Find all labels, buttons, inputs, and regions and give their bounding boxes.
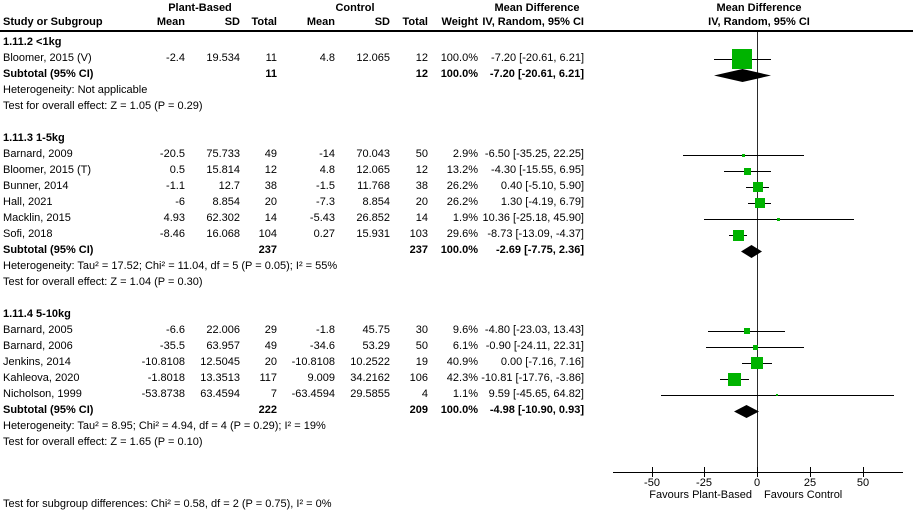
column-header-ci-plot: IV, Random, 95% CI: [708, 16, 810, 28]
cell-pb_sd: 13.3513: [200, 372, 240, 384]
cell-pb_total: 11: [265, 52, 277, 64]
cell-c_sd: 26.852: [356, 212, 390, 224]
cell-pb_sd: 63.4594: [200, 388, 240, 400]
cell-weight: 100.0%: [440, 52, 478, 64]
cell-pb_total: 237: [258, 244, 277, 256]
cell-c_mean: -1.5: [316, 180, 335, 192]
cell-c_mean: -34.6: [309, 340, 335, 352]
cell-pb_mean: 4.93: [163, 212, 185, 224]
cell-c_mean: -63.4594: [291, 388, 335, 400]
effect-square: [755, 198, 765, 208]
cell-c_sd: 70.043: [356, 148, 390, 160]
cell-weight: 29.6%: [446, 228, 478, 240]
group-header-control: Control: [335, 2, 375, 14]
subtotal-diamond: [734, 405, 759, 418]
cell-pb_total: 49: [264, 340, 277, 352]
header-divider-line: [0, 30, 913, 32]
cell-pb_total: 14: [264, 212, 277, 224]
column-header-pb-sd: SD: [224, 16, 240, 28]
cell-c_sd: 34.2162: [350, 372, 390, 384]
cell-weight: 2.9%: [452, 148, 478, 160]
subgroup-differences-text: Test for subgroup differences: Chi² = 0.58, df = 2 (P = 0.75), I² = 0%: [3, 498, 332, 510]
cell-c_total: 38: [415, 180, 428, 192]
cell-pb_total: 49: [264, 148, 277, 160]
heterogeneity-text: Heterogeneity: Tau² = 17.52; Chi² = 11.04, df = 5 (P = 0.05); I² = 55%: [3, 260, 338, 272]
study-name: Sofi, 2018: [3, 228, 53, 240]
subtotal-label: Subtotal (95% CI): [3, 68, 94, 80]
cell-ci_text: -7.20 [-20.61, 6.21]: [491, 52, 584, 64]
cell-pb_mean: -6.6: [166, 324, 185, 336]
cell-pb_mean: -35.5: [159, 340, 185, 352]
cell-pb_total: 104: [258, 228, 277, 240]
cell-pb_sd: 22.006: [206, 324, 240, 336]
cell-weight: 9.6%: [452, 324, 478, 336]
cell-c_sd: 12.065: [356, 164, 390, 176]
cell-weight: 100.0%: [440, 244, 478, 256]
cell-pb_mean: -1.1: [166, 180, 185, 192]
effect-square: [744, 168, 751, 175]
cell-weight: 1.9%: [452, 212, 478, 224]
column-header-ci-text: IV, Random, 95% CI: [482, 16, 584, 28]
cell-c_mean: -5.43: [309, 212, 335, 224]
group-header-plant-based: Plant-Based: [168, 2, 232, 14]
study-name: Bunner, 2014: [3, 180, 69, 192]
heterogeneity-text: Heterogeneity: Not applicable: [3, 84, 148, 96]
cell-pb_mean: -53.8738: [141, 388, 185, 400]
cell-pb_sd: 75.733: [206, 148, 240, 160]
cell-c_total: 30: [415, 324, 428, 336]
subtotal-diamond: [741, 245, 762, 258]
study-name: Barnard, 2006: [3, 340, 73, 352]
cell-pb_mean: -1.8018: [147, 372, 185, 384]
cell-c_mean: -14: [319, 148, 335, 160]
cell-pb_total: 12: [264, 164, 277, 176]
subgroup-label: 1.11.2 <1kg: [3, 36, 62, 48]
x-axis-tick-label: 25: [803, 477, 817, 489]
effect-square: [728, 373, 741, 386]
cell-pb_total: 20: [264, 356, 277, 368]
cell-weight: 42.3%: [446, 372, 478, 384]
cell-ci_text: -8.73 [-13.09, -4.37]: [487, 228, 584, 240]
cell-ci_text: -4.30 [-15.55, 6.95]: [491, 164, 584, 176]
cell-pb_mean: -2.4: [166, 52, 185, 64]
cell-c_total: 237: [409, 244, 428, 256]
x-axis-line: [613, 472, 903, 473]
cell-c_mean: -10.8108: [291, 356, 335, 368]
cell-ci_text: -2.69 [-7.75, 2.36]: [495, 244, 584, 256]
study-name: Nicholson, 1999: [3, 388, 82, 400]
cell-pb_sd: 8.854: [212, 196, 240, 208]
x-axis-tick-label: 0: [753, 477, 761, 489]
cell-pb_total: 222: [258, 404, 277, 416]
column-header-pb-total: Total: [251, 16, 277, 28]
cell-pb_sd: 12.5045: [200, 356, 240, 368]
column-header-mean-difference-plot: Mean Difference: [716, 2, 802, 14]
x-axis-tick: [704, 467, 705, 477]
cell-c_total: 12: [415, 164, 428, 176]
cell-pb_mean: -20.5: [159, 148, 185, 160]
cell-ci_text: -6.50 [-35.25, 22.25]: [484, 148, 584, 160]
cell-c_total: 50: [415, 340, 428, 352]
cell-c_sd: 11.768: [357, 180, 390, 192]
cell-c_total: 14: [415, 212, 428, 224]
cell-ci_text: -4.98 [-10.90, 0.93]: [489, 404, 584, 416]
subgroup-label: 1.11.3 1-5kg: [3, 132, 65, 144]
x-axis-tick-label: -25: [696, 477, 712, 489]
cell-ci_text: 0.00 [-7.16, 7.16]: [500, 356, 584, 368]
column-header-pb-mean: Mean: [156, 16, 185, 28]
cell-c_total: 12: [415, 52, 428, 64]
cell-c_total: 4: [421, 388, 428, 400]
cell-ci_text: 10.36 [-25.18, 45.90]: [482, 212, 584, 224]
cell-c_sd: 15.931: [356, 228, 390, 240]
cell-pb_mean: -8.46: [159, 228, 185, 240]
study-name: Hall, 2021: [3, 196, 53, 208]
x-axis-tick: [863, 467, 864, 477]
cell-c_total: 19: [415, 356, 428, 368]
effect-square: [776, 394, 778, 396]
favours-left-label: Favours Plant-Based: [649, 489, 752, 501]
cell-c_sd: 12.065: [356, 52, 390, 64]
effect-square: [777, 218, 780, 221]
cell-ci_text: -0.90 [-24.11, 22.31]: [485, 340, 584, 352]
favours-right-label: Favours Control: [764, 489, 843, 501]
study-name: Macklin, 2015: [3, 212, 71, 224]
study-name: Kahleova, 2020: [3, 372, 80, 384]
cell-pb_sd: 63.957: [206, 340, 240, 352]
study-name: Barnard, 2009: [3, 148, 73, 160]
cell-c_sd: 53.29: [362, 340, 390, 352]
cell-c_total: 106: [409, 372, 428, 384]
cell-ci_text: -10.81 [-17.76, -3.86]: [481, 372, 584, 384]
cell-pb_sd: 12.7: [218, 180, 240, 192]
cell-c_total: 103: [409, 228, 428, 240]
cell-c_sd: 29.5855: [350, 388, 390, 400]
cell-pb_total: 29: [264, 324, 277, 336]
cell-c_mean: -1.8: [316, 324, 335, 336]
cell-c_sd: 10.2522: [350, 356, 390, 368]
effect-square: [751, 357, 763, 369]
study-name: Barnard, 2005: [3, 324, 73, 336]
cell-pb_sd: 62.302: [206, 212, 240, 224]
study-name: Bloomer, 2015 (V): [3, 52, 92, 64]
subtotal-diamond: [714, 69, 771, 82]
cell-ci_text: 1.30 [-4.19, 6.79]: [500, 196, 584, 208]
cell-c_total: 20: [415, 196, 428, 208]
effect-square: [744, 328, 750, 334]
cell-weight: 26.2%: [446, 196, 478, 208]
cell-weight: 100.0%: [440, 68, 478, 80]
cell-c_sd: 8.854: [362, 196, 390, 208]
x-axis-tick: [757, 467, 758, 477]
effect-square: [733, 230, 744, 241]
column-header-c-sd: SD: [374, 16, 390, 28]
cell-pb_total: 20: [264, 196, 277, 208]
cell-c_total: 209: [409, 404, 428, 416]
cell-c_total: 50: [415, 148, 428, 160]
study-name: Jenkins, 2014: [3, 356, 71, 368]
cell-weight: 13.2%: [446, 164, 478, 176]
column-header-c-total: Total: [402, 16, 428, 28]
cell-weight: 1.1%: [452, 388, 478, 400]
cell-ci_text: 0.40 [-5.10, 5.90]: [500, 180, 584, 192]
cell-weight: 100.0%: [440, 404, 478, 416]
effect-square: [753, 345, 758, 350]
x-axis-tick: [810, 467, 811, 477]
effect-square: [732, 49, 752, 69]
effect-square: [742, 154, 745, 157]
cell-c_mean: 4.8: [319, 52, 335, 64]
subgroup-label: 1.11.4 5-10kg: [3, 308, 71, 320]
cell-pb_sd: 16.068: [206, 228, 240, 240]
cell-pb_mean: 0.5: [169, 164, 185, 176]
x-axis-tick-label: -50: [644, 477, 660, 489]
cell-pb_total: 7: [270, 388, 277, 400]
cell-pb_total: 117: [259, 372, 277, 384]
column-header-mean-difference-text: Mean Difference: [494, 2, 580, 14]
cell-pb_sd: 19.534: [206, 52, 240, 64]
effect-square: [753, 182, 763, 192]
subtotal-label: Subtotal (95% CI): [3, 404, 94, 416]
cell-c_total: 12: [415, 68, 428, 80]
column-header-study: Study or Subgroup: [3, 16, 103, 28]
cell-c_sd: 45.75: [362, 324, 390, 336]
column-header-weight: Weight: [441, 16, 478, 28]
heterogeneity-text: Heterogeneity: Tau² = 8.95; Chi² = 4.94, df = 4 (P = 0.29); I² = 19%: [3, 420, 326, 432]
study-name: Bloomer, 2015 (T): [3, 164, 92, 176]
cell-pb_mean: -10.8108: [141, 356, 185, 368]
cell-pb_sd: 15.814: [206, 164, 240, 176]
column-header-c-mean: Mean: [306, 16, 335, 28]
cell-ci_text: -4.80 [-23.03, 13.43]: [484, 324, 584, 336]
cell-c_mean: 0.27: [313, 228, 335, 240]
overall-effect-text: Test for overall effect: Z = 1.05 (P = 0.29): [3, 100, 203, 112]
subtotal-label: Subtotal (95% CI): [3, 244, 94, 256]
x-axis-tick: [652, 467, 653, 477]
cell-c_mean: 9.009: [307, 372, 335, 384]
cell-weight: 6.1%: [452, 340, 478, 352]
cell-weight: 40.9%: [446, 356, 478, 368]
cell-pb_mean: -6: [175, 196, 185, 208]
cell-weight: 26.2%: [446, 180, 478, 192]
overall-effect-text: Test for overall effect: Z = 1.65 (P = 0.10): [3, 436, 203, 448]
x-axis-tick-label: 50: [856, 477, 870, 489]
overall-effect-text: Test for overall effect: Z = 1.04 (P = 0.30): [3, 276, 203, 288]
cell-pb_total: 38: [264, 180, 277, 192]
cell-c_mean: 4.8: [319, 164, 335, 176]
cell-pb_total: 11: [265, 68, 277, 80]
cell-ci_text: -7.20 [-20.61, 6.21]: [489, 68, 584, 80]
cell-c_mean: -7.3: [316, 196, 335, 208]
cell-ci_text: 9.59 [-45.65, 64.82]: [488, 388, 584, 400]
